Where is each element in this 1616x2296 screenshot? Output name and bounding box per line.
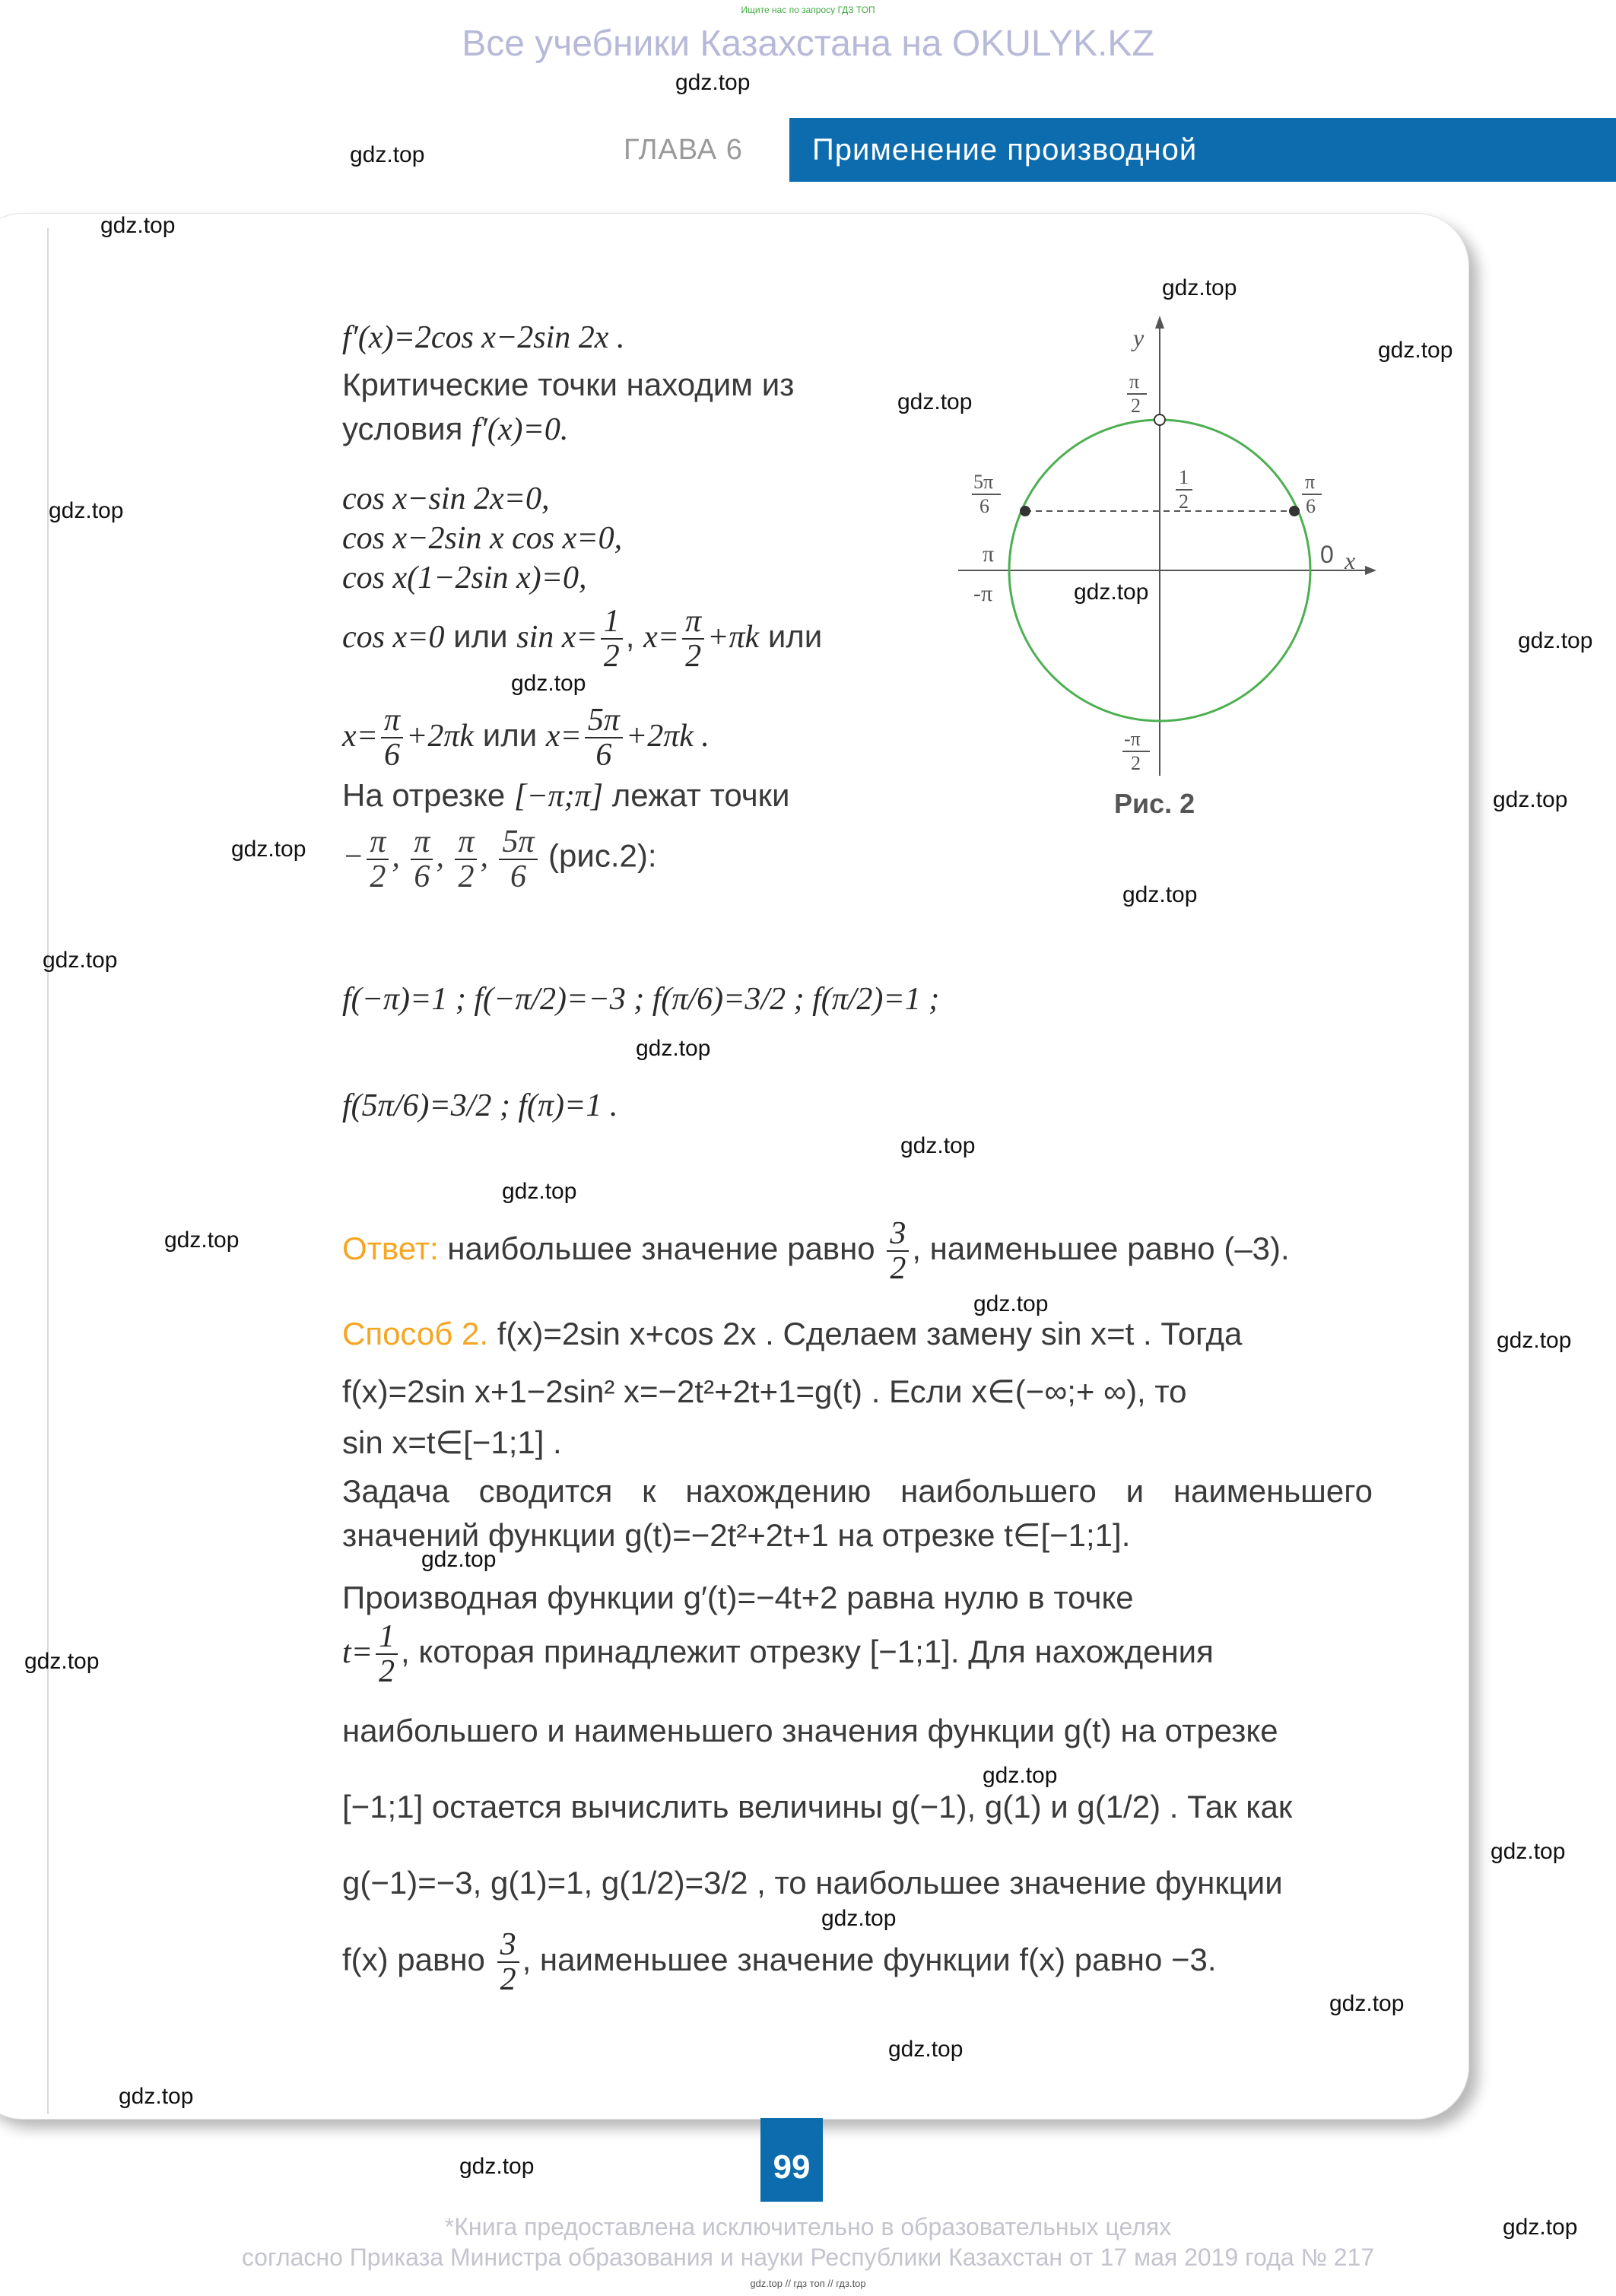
point-pi-2 xyxy=(455,825,477,894)
eq5-d: +2πk . xyxy=(625,719,710,754)
method-text-5: Производная функции g′(t)=−4t+2 равна нулю в точке xyxy=(342,1580,1134,1615)
label-left-den: 6 xyxy=(979,495,989,517)
frac-num: π xyxy=(367,825,389,860)
method-text-10b: , наименьшее значение функции f(x) равно −3. xyxy=(522,1942,1217,1978)
method-text-3: sin x=t∈[−1;1] . xyxy=(342,1424,562,1460)
label-half-den: 2 xyxy=(1179,491,1189,513)
t-fraction xyxy=(376,1620,398,1688)
frac-den: 2 xyxy=(603,639,620,675)
frac-den: 2 xyxy=(458,859,475,895)
frac-num: 1 xyxy=(376,1620,398,1655)
watermark: gdz.top xyxy=(350,142,425,167)
watermark: gdz.top xyxy=(231,837,306,862)
label-bottom-den: 2 xyxy=(1131,752,1141,774)
eq5-c: x= xyxy=(545,719,582,754)
watermark: gdz.top xyxy=(164,1227,240,1253)
equation-1: cos x−sin 2x=0, xyxy=(342,481,550,516)
label-pi: π xyxy=(983,541,995,567)
frac-num: π xyxy=(455,825,477,860)
page-number: 99 xyxy=(773,2148,811,2186)
watermark: gdz.top xyxy=(1518,628,1593,653)
result-fraction xyxy=(497,1928,519,1996)
point-5pi-6 xyxy=(499,825,537,894)
frac-num: 3 xyxy=(887,1217,909,1252)
chapter-label: ГЛАВА 6 xyxy=(624,134,743,166)
values-line-2: f(5π/6)=3/2 ; f(π)=1 . xyxy=(342,1088,618,1123)
watermark: gdz.top xyxy=(983,1763,1058,1788)
watermark: gdz.top xyxy=(24,1649,100,1674)
frac-num: 3 xyxy=(497,1928,519,1963)
watermark: gdz.top xyxy=(421,1547,497,1572)
watermark: gdz.top xyxy=(1074,580,1149,605)
method-line-10 xyxy=(342,1928,1217,1996)
watermark: gdz.top xyxy=(1493,787,1568,812)
method-text-1: f(x)=2sin x+cos 2x . Сделаем замену sin x=t . Тогда xyxy=(497,1316,1243,1351)
derivative-formula: f′(x)=2cos x−2sin 2x . xyxy=(342,320,625,355)
method-text-4: Задача сводится к нахождению наибольшего и наименьшего значений функции g(t)=−2t²+2t+1 на отрезке t∈[−1;1]. xyxy=(342,1473,1373,1553)
frac-num: 1 xyxy=(601,605,623,640)
eq5-a: x= xyxy=(342,719,378,754)
point-minus-pi-2 xyxy=(367,825,389,894)
frac-den: 6 xyxy=(510,859,526,895)
label-right-den: 6 xyxy=(1306,495,1316,517)
watermark: gdz.top xyxy=(100,213,176,238)
method-text-8: [−1;1] остается вычислить величины g(−1), g(1) и g(1/2) . Так как xyxy=(342,1789,1293,1824)
critical-condition: f′(x)=0. xyxy=(471,412,569,447)
watermark: gdz.top xyxy=(888,2037,964,2062)
segment: [−π;π] xyxy=(513,779,604,814)
chapter-bar xyxy=(789,118,1616,182)
answer-text-1: наибольшее значение равно xyxy=(447,1231,875,1267)
frac-num: π xyxy=(381,703,403,738)
eq4-d: +πk xyxy=(707,620,760,656)
label-half-num: 1 xyxy=(1179,466,1189,488)
frac-den: 6 xyxy=(384,738,400,773)
fraction-5pi-6 xyxy=(585,703,623,772)
watermark: gdz.top xyxy=(1378,338,1453,363)
or-word: или xyxy=(482,717,538,754)
answer-line xyxy=(342,1217,1290,1285)
label-top-den: 2 xyxy=(1131,395,1141,417)
method-label: Способ 2. xyxy=(342,1316,489,1351)
eq4-b: sin x= xyxy=(516,620,598,656)
segment-text: На отрезке xyxy=(342,777,506,813)
frac-num: π xyxy=(682,605,704,640)
equation-5 xyxy=(342,703,710,772)
label-bottom-num: -π xyxy=(1124,728,1141,750)
label-right-num: π xyxy=(1305,471,1316,493)
top-note: Ищите нас по запросу ГДЗ ТОП xyxy=(741,5,875,15)
values-line-1: f(−π)=1 ; f(−π/2)=−3 ; f(π/6)=3/2 ; f(π/2)=1 ; xyxy=(342,982,940,1017)
equation-4: cos x=0 или sin x= $\frac{1}{2}$ , x= $\frac{\pi}{2}$ +πk или xyxy=(342,604,823,675)
method-line-1 xyxy=(342,1316,1242,1352)
point-pi-6-marker xyxy=(1289,506,1300,516)
t-equals: t= xyxy=(342,1635,373,1671)
label-zero: 0 xyxy=(1320,541,1334,568)
watermark: gdz.top xyxy=(459,2154,535,2179)
method-text-6: , которая принадлежит отрезку [−1;1]. Для нахождения xyxy=(401,1634,1214,1670)
unit-circle-figure xyxy=(951,312,1376,799)
footer-note-1: *Книга предоставлена исключительно в образовательных целях xyxy=(444,2213,1172,2240)
watermark: gdz.top xyxy=(973,1291,1049,1316)
chapter-title: Применение производной xyxy=(812,133,1198,167)
segment-line xyxy=(342,777,790,815)
answer-text-2: , наименьшее равно (–3). xyxy=(912,1231,1290,1267)
watermark: gdz.top xyxy=(1503,2215,1578,2240)
watermark: gdz.top xyxy=(636,1036,711,1061)
eq4-a: cos x=0 xyxy=(342,620,445,656)
or-word: или xyxy=(767,618,823,655)
point-pi-2-marker xyxy=(1154,414,1165,425)
frac-num: 5π xyxy=(585,703,623,738)
method-text-10a: f(x) равно xyxy=(342,1942,485,1978)
fraction-one-half xyxy=(601,605,623,673)
frac-den: 2 xyxy=(379,1654,395,1690)
watermark: gdz.top xyxy=(1122,882,1198,907)
point-5pi-6-marker xyxy=(1020,506,1030,516)
critical-text-2-line xyxy=(342,411,568,448)
figure-caption: Рис. 2 xyxy=(1114,788,1195,819)
method-text-2: f(x)=2sin x+1−2sin² x=−2t²+2t+1=g(t) . Если x∈(−∞;+ ∞), то xyxy=(342,1373,1187,1409)
footer-links[interactable]: gdz.top // гдз топ // гдз.top xyxy=(750,2278,866,2289)
watermark: gdz.top xyxy=(511,671,586,696)
or-word: или xyxy=(453,618,508,655)
frac-den: 2 xyxy=(370,859,386,895)
watermark: gdz.top xyxy=(1162,275,1237,300)
frac-den: 2 xyxy=(685,639,702,675)
watermark: gdz.top xyxy=(1491,1839,1566,1864)
method-line-6 xyxy=(342,1620,1214,1688)
points-list: − $\frac{\pi}{2}$ , $\frac{\pi}{6}$ , $\frac{\pi}{2}$ , $\frac{5\pi}{6}$ (рис.2): xyxy=(342,824,657,895)
frac-den: 2 xyxy=(500,1962,516,1998)
watermark: gdz.top xyxy=(900,1133,976,1158)
watermark: gdz.top xyxy=(675,70,751,95)
watermark: gdz.top xyxy=(821,1906,897,1931)
frac-den: 6 xyxy=(414,859,430,895)
method-text-9: g(−1)=−3, g(1)=1, g(1/2)=3/2 , то наибольшее значение функции xyxy=(342,1865,1283,1901)
fraction-pi-2 xyxy=(682,605,704,673)
label-top-num: π xyxy=(1129,370,1140,392)
frac-den: 2 xyxy=(890,1251,906,1287)
segment-text-2: лежат точки xyxy=(611,777,790,813)
fraction-pi-6 xyxy=(381,703,403,772)
equation-3: cos x(1−2sin x)=0, xyxy=(342,561,587,595)
answer-label: Ответ: xyxy=(342,1231,439,1267)
critical-text-2: условия xyxy=(342,411,463,446)
label-minus-pi: -π xyxy=(973,581,993,606)
page-number-tab xyxy=(760,2118,823,2202)
equation-2: cos x−2sin x cos x=0, xyxy=(342,521,623,556)
watermark: gdz.top xyxy=(1329,1991,1405,2016)
label-y: y xyxy=(1133,324,1145,351)
y-axis-arrow-icon xyxy=(1155,316,1164,329)
x-axis-arrow-icon xyxy=(1365,566,1376,575)
label-left-num: 5π xyxy=(973,471,994,493)
points-ref: (рис.2): xyxy=(548,837,657,874)
critical-text-1: Критические точки находим из xyxy=(342,367,795,402)
eq4-c: x= xyxy=(643,620,680,656)
site-banner[interactable]: Все учебники Казахстана на OKULYK.KZ xyxy=(462,24,1154,64)
frac-num: 5π xyxy=(499,825,537,860)
footer-note-2: согласно Приказа Министра образования и науки Республики Казахстан от 17 мая 2019 года № 217 xyxy=(241,2244,1375,2271)
watermark: gdz.top xyxy=(897,389,973,414)
answer-fraction xyxy=(887,1217,909,1285)
watermark: gdz.top xyxy=(49,498,124,523)
watermark: gdz.top xyxy=(43,948,118,973)
watermark: gdz.top xyxy=(502,1179,577,1204)
watermark: gdz.top xyxy=(119,2084,194,2109)
method-text-7: наибольшего и наименьшего значения функции g(t) на отрезке xyxy=(342,1713,1278,1748)
watermark: gdz.top xyxy=(1497,1328,1572,1353)
eq5-b: +2πk xyxy=(406,719,475,754)
label-x: x xyxy=(1345,547,1356,574)
frac-den: 6 xyxy=(595,738,612,773)
frac-num: π xyxy=(411,825,433,860)
point-pi-6 xyxy=(411,825,433,894)
